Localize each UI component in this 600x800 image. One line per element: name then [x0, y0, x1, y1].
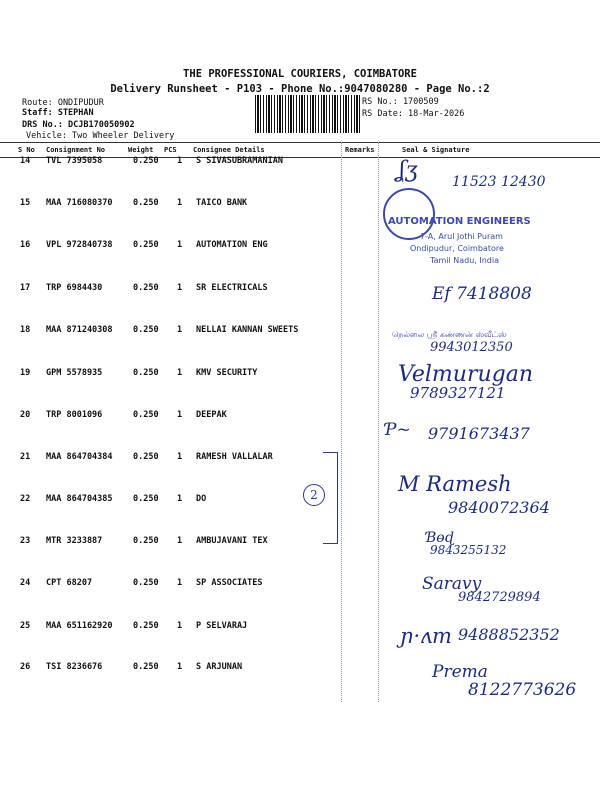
- row-pcs: 1: [177, 240, 183, 250]
- handwritten-note-21: 9840072364: [448, 498, 550, 517]
- table-row: [0, 536, 600, 578]
- barcode: [255, 95, 360, 133]
- row-pcs: 1: [177, 325, 183, 335]
- row-consignee: NELLAI KANNAN SWEETS: [196, 325, 299, 335]
- row-sno: 17: [20, 283, 31, 293]
- row-weight: 0.250: [133, 536, 159, 546]
- row-pcs: 1: [177, 452, 183, 462]
- row-pcs: 1: [177, 578, 183, 588]
- handwritten-note-24: 9842729894: [458, 590, 541, 605]
- row-weight: 0.250: [133, 156, 159, 166]
- staff-label: Staff: STEPHAN: [22, 108, 94, 118]
- row-consignment-no: MAA 864704384: [46, 452, 113, 462]
- row-weight: 0.250: [133, 240, 159, 250]
- stamp-text-4: Tamil Nadu, India: [430, 256, 499, 265]
- row-consignment-no: MAA 716080370: [46, 198, 113, 208]
- col-sno: S No: [18, 146, 35, 154]
- signature-scribble-20: Ƥ~: [385, 420, 411, 440]
- row-sno: 23: [20, 536, 31, 546]
- row-pcs: 1: [177, 198, 183, 208]
- stamp-text-3: Ondipudur, Coimbatore: [410, 244, 504, 253]
- row-consignee: AUTOMATION ENG: [196, 240, 268, 250]
- runsheet-subtitle: Delivery Runsheet - P103 - Phone No.:9047080280 - Page No.:2: [110, 83, 490, 95]
- handwritten-note-23: 9843255132: [430, 543, 507, 557]
- row-consignee: SP ASSOCIATES: [196, 578, 263, 588]
- handwritten-note-17: Ef 7418808: [432, 284, 532, 304]
- row-consignment-no: MAA 864704385: [46, 494, 113, 504]
- row-sno: 26: [20, 662, 31, 672]
- route-label: Route: ONDIPUDUR: [22, 98, 104, 108]
- vehicle-label: Vehicle: Two Wheeler Delivery: [26, 131, 175, 141]
- row-pcs: 1: [177, 536, 183, 546]
- company-title: THE PROFESSIONAL COURIERS, COIMBATORE: [183, 68, 417, 80]
- handwritten-name-21: M Ramesh: [398, 472, 512, 496]
- handwritten-note-18: 9943012350: [430, 340, 513, 355]
- row-consignment-no: MAA 651162920: [46, 621, 113, 631]
- row-consignee: KMV SECURITY: [196, 368, 258, 378]
- stamp-text-1: AUTOMATION ENGINEERS: [388, 216, 531, 227]
- row-sno: 14: [20, 156, 31, 166]
- rs-date: RS Date: 18-Mar-2026: [362, 109, 465, 119]
- handwritten-note-26: 8122773626: [468, 680, 577, 700]
- row-consignee: DO: [196, 494, 207, 504]
- row-consignee: AMBUJAVANI TEX: [196, 536, 268, 546]
- drs-label: DRS No.: DCJB170050902: [22, 120, 135, 130]
- row-pcs: 1: [177, 156, 183, 166]
- col-seal: Seal & Signature: [402, 146, 470, 154]
- row-pcs: 1: [177, 283, 183, 293]
- row-consignee: SR ELECTRICALS: [196, 283, 268, 293]
- signature-scribble-25: ɲ·ʌm: [400, 624, 452, 648]
- row-sno: 16: [20, 240, 31, 250]
- row-pcs: 1: [177, 410, 183, 420]
- row-weight: 0.250: [133, 662, 159, 672]
- row-sno: 19: [20, 368, 31, 378]
- row-pcs: 1: [177, 494, 183, 504]
- row-consignment-no: VPL 972840738: [46, 240, 113, 250]
- row-weight: 0.250: [133, 283, 159, 293]
- row-weight: 0.250: [133, 368, 159, 378]
- row-consignment-no: TRP 8001096: [46, 410, 103, 420]
- row-consignment-no: MAA 871240308: [46, 325, 113, 335]
- rs-no: RS No.: 1700509: [362, 97, 439, 107]
- col-consignment: Consignment No: [46, 146, 106, 154]
- table-row: [0, 240, 600, 282]
- stamp-text-2: 7-A, Arul Jothi Puram: [420, 232, 503, 241]
- row-consignment-no: TSI 8236676: [46, 662, 103, 672]
- row-consignment-no: CPT 68207: [46, 578, 93, 588]
- handwritten-note-14: 11523 12430: [452, 174, 546, 190]
- signature-scribble-14: ʆʒ: [398, 158, 418, 183]
- col-weight: Weight: [128, 146, 154, 154]
- row-consignee: RAMESH VALLALAR: [196, 452, 273, 462]
- col-pcs: PCS: [164, 146, 177, 154]
- row-sno: 18: [20, 325, 31, 335]
- row-weight: 0.250: [133, 410, 159, 420]
- signature-scribble-23: Ɓɵɖ: [426, 530, 454, 546]
- row-pcs: 1: [177, 621, 183, 631]
- row-weight: 0.250: [133, 198, 159, 208]
- handwritten-note-19: 9789327121: [410, 384, 506, 402]
- col-remarks: Remarks: [345, 146, 375, 154]
- row-sno: 22: [20, 494, 31, 504]
- row-consignee: S ARJUNAN: [196, 662, 243, 672]
- row-consignment-no: TRP 6984430: [46, 283, 103, 293]
- row-consignee: DEEPAK: [196, 410, 227, 420]
- row-consignee: S SIVASUBRAMANIAN: [196, 156, 283, 166]
- handwritten-name-19: Velmurugan: [398, 362, 534, 387]
- row-weight: 0.250: [133, 494, 159, 504]
- sweets-stamp: நெல்லை ஸ்ரீ கண்ணன் ஸ்வீட்ஸ்: [392, 330, 507, 339]
- circled-count: 2: [303, 484, 325, 506]
- row-weight: 0.250: [133, 621, 159, 631]
- handwritten-name-26: Prema: [432, 662, 488, 682]
- row-consignee: TAICO BANK: [196, 198, 248, 208]
- row-sno: 20: [20, 410, 31, 420]
- col-consignee: Consignee Details: [193, 146, 265, 154]
- row-sno: 25: [20, 621, 31, 631]
- row-consignee: P SELVARAJ: [196, 621, 248, 631]
- row-sno: 21: [20, 452, 31, 462]
- row-sno: 24: [20, 578, 31, 588]
- row-sno: 15: [20, 198, 31, 208]
- row-consignment-no: GPM 5578935: [46, 368, 103, 378]
- grouping-bracket: [323, 452, 338, 544]
- row-pcs: 1: [177, 662, 183, 672]
- handwritten-name-24: Saravy: [422, 574, 482, 594]
- row-consignment-no: TVL 7395058: [46, 156, 103, 166]
- row-weight: 0.250: [133, 325, 159, 335]
- row-consignment-no: MTR 3233887: [46, 536, 103, 546]
- row-weight: 0.250: [133, 452, 159, 462]
- row-pcs: 1: [177, 368, 183, 378]
- handwritten-note-20: 9791673437: [428, 424, 530, 443]
- handwritten-note-25: 9488852352: [458, 625, 560, 644]
- row-weight: 0.250: [133, 578, 159, 588]
